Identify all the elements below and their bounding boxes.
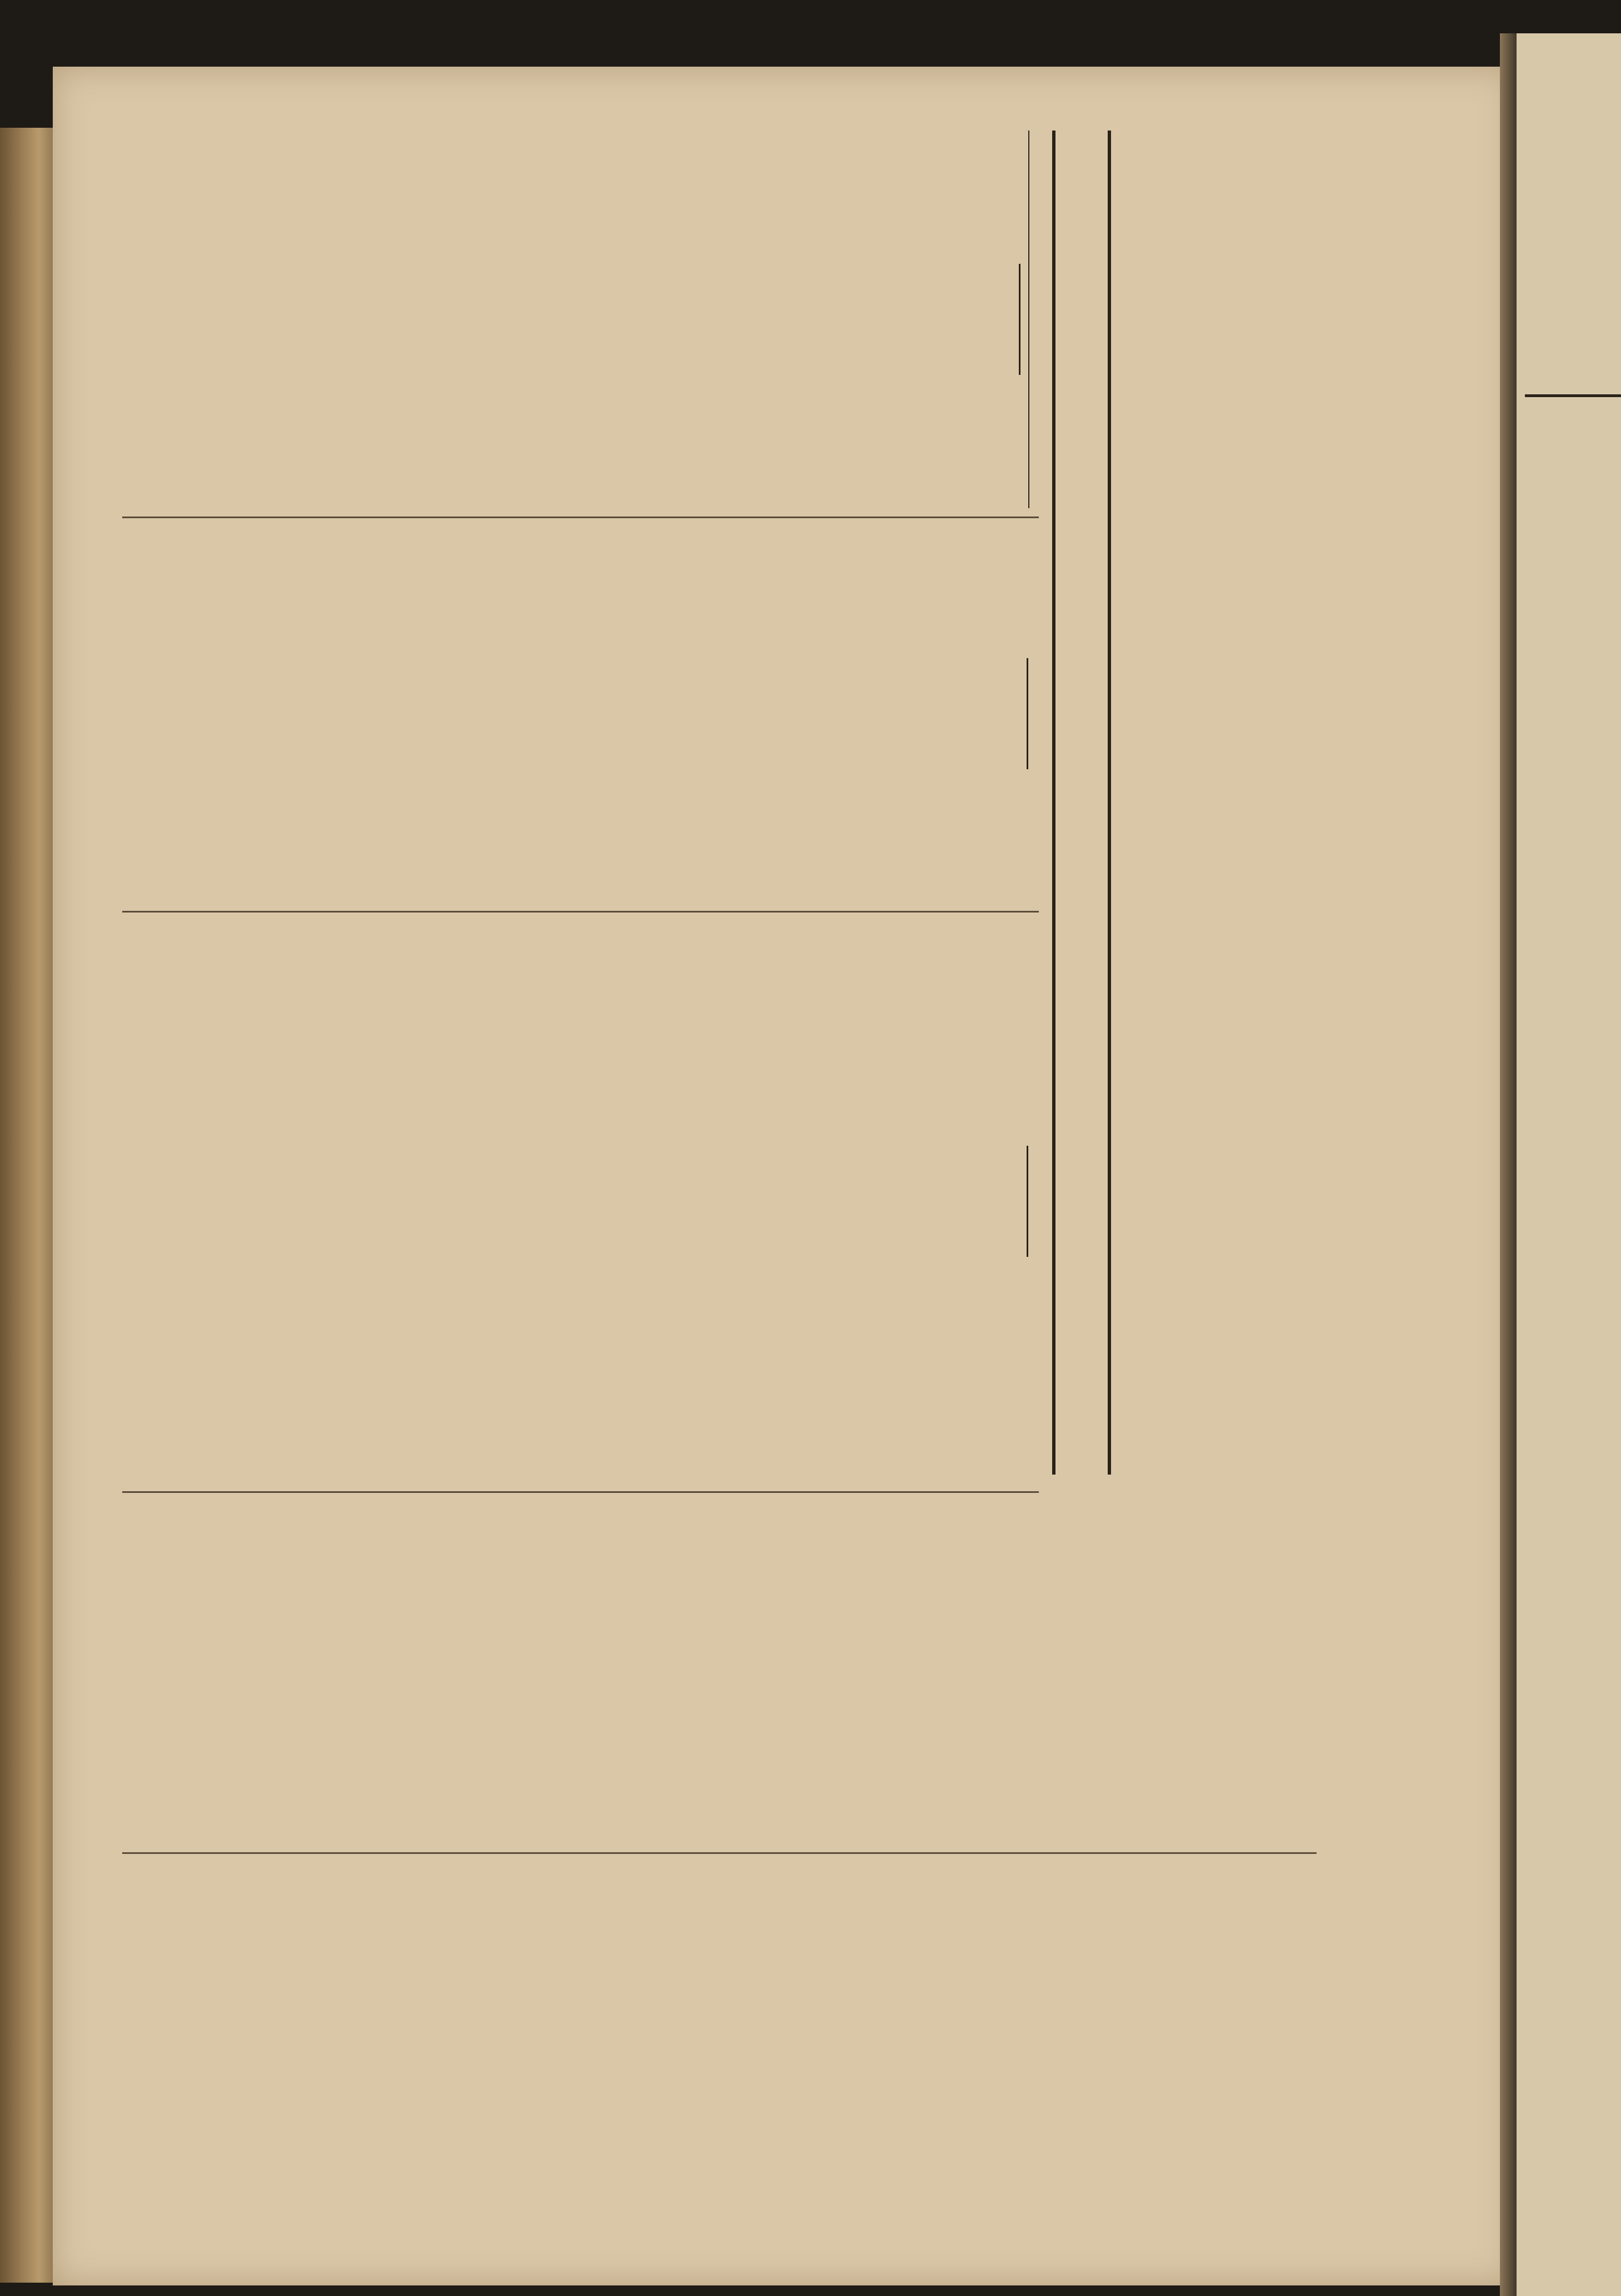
book-spine <box>0 128 56 2283</box>
table-header-nr <box>1029 131 1030 277</box>
total-label <box>1028 277 1029 423</box>
column-separator <box>122 911 1039 913</box>
total-mark <box>1028 423 1029 468</box>
column-a <box>1011 131 1036 508</box>
adjacent-page <box>1517 33 1621 2296</box>
masthead <box>1005 131 1339 1475</box>
issue-row <box>1061 153 1100 1452</box>
table-header-pfennig <box>1029 468 1030 508</box>
donations-table <box>1028 131 1030 508</box>
rotated-newspaper <box>111 131 1339 2208</box>
table-header-mark <box>1029 423 1030 468</box>
column-separator <box>122 1491 1039 1493</box>
column-d <box>1305 1500 1317 2194</box>
divider <box>1027 658 1028 769</box>
total-pfennig <box>1028 468 1029 508</box>
column-separator <box>122 517 1039 518</box>
adjacent-rule <box>1525 394 1621 397</box>
column-c <box>1019 919 1036 1483</box>
column-separator <box>122 1852 1317 1854</box>
divider <box>1019 264 1020 375</box>
masthead-rule-bottom <box>1052 131 1055 1475</box>
table-header-community <box>1029 277 1030 423</box>
divider <box>1027 1146 1028 1257</box>
masthead-rule-top <box>1108 131 1111 1475</box>
column-b <box>1019 525 1036 903</box>
